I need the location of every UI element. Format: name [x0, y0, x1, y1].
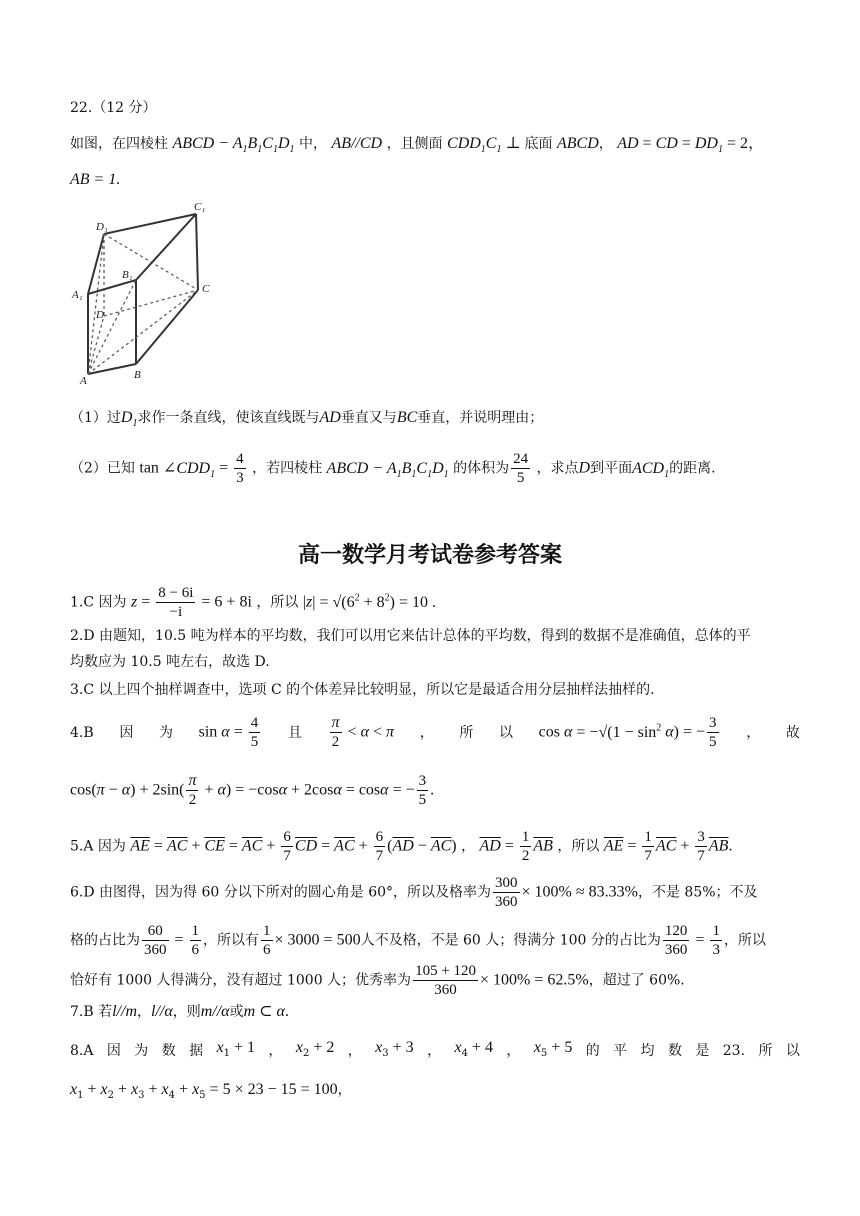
problem-statement-line2: AB = 1. — [70, 171, 121, 188]
answer-5: 5.A 因为 $\overline{AE} = \overline{AC} + \overline{CE} = \overline{AC}$ + $\frac{6}{7}$ $\overline{CD} = \overline{AC}$ + $\frac{6}{7}$ $(\overline{AD} - \overline{AC})$ ， $\overline{AD}$ = $\frac{1}{2}$ $\overline{AB}$ ，所以 $\overline{AE}$ = $\frac{1}{7}$ $\overline{AC}$ + $\frac{3}{7}$ $\overline{AB}$. — [70, 829, 733, 864]
label-D1: D₁ — [96, 221, 108, 233]
problem-statement-line1: 如图，在四棱柱 ABCD − $A_1B_1C_1D_1$ 中， AB//CD ，且侧面 $CDD_1C_1$ ⊥ 底面 ABCD， AD = CD = $DD_1 = 2$， — [70, 135, 764, 156]
label-B1: B₁ — [122, 269, 133, 281]
label-B: B — [134, 369, 141, 381]
problem-number: 22.（12 分） — [70, 100, 157, 116]
answer-8-line2: $x_1 + x_2 + x_3 + x_4 + x_5 = 5 \times 23 - 15 = 100$， — [70, 1081, 352, 1101]
answer-1: 1.C 因为 z = $\frac{8 - 6i}{-i}$ = 6 + 8i ，所以 $|z| = √(6^2 + 8^2) = 10$ . — [70, 585, 436, 620]
answer-6-line2: 格的占比为 $\frac{60}{360}$ = $\frac{1}{6}$ ，所以有 $\frac{1}{6}$ × 3000 = 500人不及格，不是 60 人；得满分 100 分的占比为 $\frac{120}{360}$ = $\frac{1}{3}$ ，所以 — [70, 923, 766, 958]
label-A: A — [80, 375, 87, 387]
answer-6-line3: 恰好有 1000 人得满分，没有超过 1000 人；优秀率为 $\frac{105 + 120}{360}$ × 100% = 62.5%，超过了 60%. — [70, 963, 685, 998]
prism-figure — [66, 198, 226, 390]
label-A1: A₁ — [72, 289, 83, 301]
question-2: （2）已知 $\tan \angle CDD_1$ = $\frac{4}{3}$ ，若四棱柱 ABCD − $A_1B_1C_1D_1$ 的体积为 $\frac{24}{5}$ ，求点D到平面$ACD_1$的距离. — [70, 451, 716, 486]
question-1: （1）过$D_1$求作一条直线，使该直线既与AD垂直又与BC垂直，并说明理由； — [70, 409, 544, 430]
answer-2-line2: 均数应为 10.5 吨左右，故选 D. — [70, 654, 270, 670]
answer-4-line2: cos(π − α) + 2sin( $\frac{\pi}{2}$ + α) = −cosα + 2cosα = cosα = − $\frac{3}{5}$ . — [70, 772, 435, 808]
answer-8-line1: 8.A 因 为 数 据 $x_1 + 1$ ， $x_2 + 2$ ， $x_3 + 3$ ， $x_4 + 4$ ， $x_5 + 5$ 的 平 均 数 是 23. 所 以 — [70, 1039, 800, 1059]
answer-6-line1: 6.D 由图得，因为得 60 分以下所对的圆心角是 60°，所以及格率为 $\frac{300}{360}$ × 100% ≈ 83.33%，不是 85%；不及 — [70, 875, 758, 910]
answer-7: 7.B 若l//m，l//α，则m//α或m ⊂ α. — [70, 1003, 289, 1020]
answers-title: 高一数学月考试卷参考答案 — [297, 543, 562, 568]
answer-3: 3.C 以上四个抽样调查中，选项 C 的个体差异比较明显，所以它是最适合用分层抽样法抽样的. — [70, 682, 655, 698]
answer-2-line1: 2.D 由题知，10.5 吨为样本的平均数，我们可以用它来估计总体的平均数，得到的数据不是准确值，总体的平 — [70, 628, 751, 644]
label-D: D — [96, 309, 104, 321]
answer-4-line1: 4.B 因 为 sin α = $\frac{4}{5}$ 且 $\frac{\pi}{2}$ < α < π ， 所 以 $\cos \alpha = -√(1 - \sin^2 \alpha)$ = − $\frac{3}{5}$ ， 故 — [70, 714, 800, 750]
label-C1: C₁ — [194, 201, 206, 213]
label-C: C — [202, 283, 210, 295]
